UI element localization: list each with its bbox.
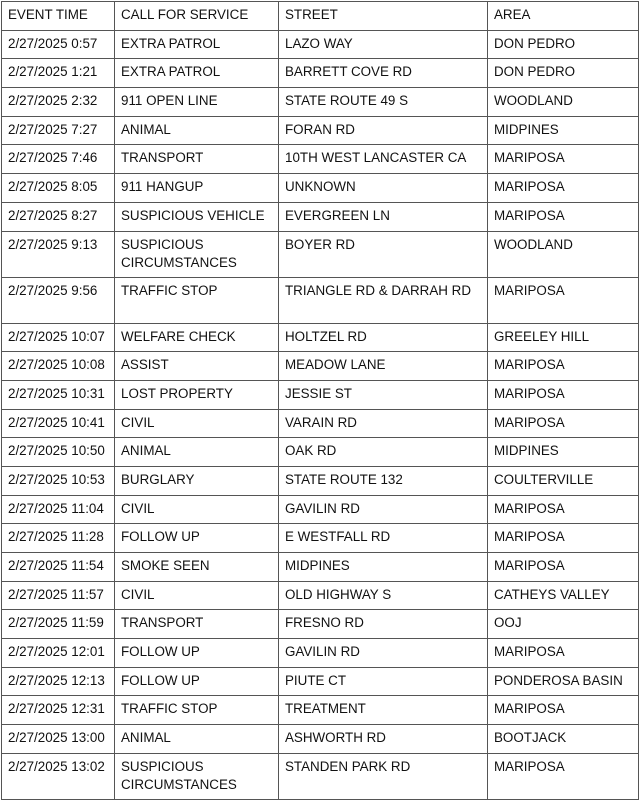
cell-event-time: 2/27/2025 11:04 [2,495,115,524]
cell-call-for-service: CIVIL [115,409,279,438]
cell-area: DON PEDRO [488,30,639,59]
cell-area: BOOTJACK [488,725,639,754]
cell-call-for-service: FOLLOW UP [115,667,279,696]
cell-event-time: 2/27/2025 7:46 [2,145,115,174]
cell-call-for-service: FOLLOW UP [115,524,279,553]
cell-area: MARIPOSA [488,202,639,231]
cell-event-time: 2/27/2025 9:13 [2,231,115,277]
cell-event-time: 2/27/2025 7:27 [2,116,115,145]
cell-area: MARIPOSA [488,352,639,381]
table-row [2,524,639,553]
cell-area: MARIPOSA [488,524,639,553]
cell-street: STATE ROUTE 49 S [279,88,488,117]
cell-area: MARIPOSA [488,753,639,799]
table-row [2,88,639,117]
cell-area: OOJ [488,610,639,639]
table-row [2,116,639,145]
cell-call-for-service: EXTRA PATROL [115,30,279,59]
cell-event-time: 2/27/2025 10:50 [2,438,115,467]
cell-event-time: 2/27/2025 9:56 [2,277,115,323]
cell-event-time: 2/27/2025 2:32 [2,88,115,117]
cell-call-for-service: 911 HANGUP [115,174,279,203]
cell-area: GREELEY HILL [488,323,639,352]
cell-area: CATHEYS VALLEY [488,581,639,610]
cell-street: 10TH WEST LANCASTER CA [279,145,488,174]
cell-area: PONDEROSA BASIN [488,667,639,696]
table-row [2,145,639,174]
table-row [2,352,639,381]
call-log-table [1,1,639,800]
cell-call-for-service: ANIMAL [115,116,279,145]
cell-event-time: 2/27/2025 13:02 [2,753,115,799]
cell-call-for-service: TRANSPORT [115,145,279,174]
cell-event-time: 2/27/2025 12:13 [2,667,115,696]
cell-street: VARAIN RD [279,409,488,438]
cell-event-time: 2/27/2025 8:27 [2,202,115,231]
cell-event-time: 2/27/2025 10:07 [2,323,115,352]
cell-street: OLD HIGHWAY S [279,581,488,610]
cell-call-for-service: TRAFFIC STOP [115,696,279,725]
cell-call-for-service: CIVIL [115,495,279,524]
cell-area: MIDPINES [488,116,639,145]
table-body [2,30,639,799]
cell-event-time: 2/27/2025 11:59 [2,610,115,639]
cell-area: MARIPOSA [488,380,639,409]
cell-street: GAVILIN RD [279,495,488,524]
cell-street: MEADOW LANE [279,352,488,381]
cell-street: STATE ROUTE 132 [279,466,488,495]
cell-event-time: 2/27/2025 10:08 [2,352,115,381]
table-row [2,323,639,352]
cell-event-time: 2/27/2025 11:54 [2,553,115,582]
cell-call-for-service: SUSPICIOUS VEHICLE [115,202,279,231]
cell-area: MARIPOSA [488,639,639,668]
cell-event-time: 2/27/2025 0:57 [2,30,115,59]
cell-street: HOLTZEL RD [279,323,488,352]
cell-area: DON PEDRO [488,59,639,88]
table-row [2,59,639,88]
cell-call-for-service: TRANSPORT [115,610,279,639]
cell-street: STANDEN PARK RD [279,753,488,799]
cell-call-for-service: ANIMAL [115,725,279,754]
cell-area: MARIPOSA [488,409,639,438]
cell-street: FORAN RD [279,116,488,145]
cell-call-for-service: 911 OPEN LINE [115,88,279,117]
cell-event-time: 2/27/2025 11:57 [2,581,115,610]
cell-area: MARIPOSA [488,174,639,203]
table-row [2,553,639,582]
cell-street: GAVILIN RD [279,639,488,668]
table-row [2,753,639,799]
cell-event-time: 2/27/2025 1:21 [2,59,115,88]
cell-call-for-service: WELFARE CHECK [115,323,279,352]
table-row [2,30,639,59]
table-row [2,380,639,409]
cell-area: WOODLAND [488,88,639,117]
cell-call-for-service: SMOKE SEEN [115,553,279,582]
cell-area: MARIPOSA [488,277,639,323]
cell-call-for-service: FOLLOW UP [115,639,279,668]
cell-street: FRESNO RD [279,610,488,639]
table-row [2,696,639,725]
header-event-time: EVENT TIME [2,2,115,31]
cell-event-time: 2/27/2025 12:01 [2,639,115,668]
cell-area: MARIPOSA [488,495,639,524]
cell-call-for-service: CIVIL [115,581,279,610]
cell-street: TREATMENT [279,696,488,725]
cell-event-time: 2/27/2025 8:05 [2,174,115,203]
cell-street: ASHWORTH RD [279,725,488,754]
cell-event-time: 2/27/2025 10:31 [2,380,115,409]
cell-area: MARIPOSA [488,553,639,582]
cell-call-for-service: TRAFFIC STOP [115,277,279,323]
header-street: STREET [279,2,488,31]
cell-event-time: 2/27/2025 13:00 [2,725,115,754]
cell-street: JESSIE ST [279,380,488,409]
cell-area: COULTERVILLE [488,466,639,495]
cell-street: OAK RD [279,438,488,467]
header-row [2,2,639,31]
header-area: AREA [488,2,639,31]
cell-call-for-service: BURGLARY [115,466,279,495]
cell-street: TRIANGLE RD & DARRAH RD [279,277,488,323]
cell-event-time: 2/27/2025 11:28 [2,524,115,553]
cell-area: MARIPOSA [488,696,639,725]
cell-call-for-service: EXTRA PATROL [115,59,279,88]
table-row [2,202,639,231]
cell-street: E WESTFALL RD [279,524,488,553]
cell-street: BARRETT COVE RD [279,59,488,88]
cell-call-for-service: LOST PROPERTY [115,380,279,409]
table-row [2,667,639,696]
cell-street: PIUTE CT [279,667,488,696]
table-row [2,174,639,203]
table-row [2,610,639,639]
cell-area: MARIPOSA [488,145,639,174]
table-row [2,495,639,524]
table-row [2,438,639,467]
cell-call-for-service: SUSPICIOUS CIRCUMSTANCES [115,231,279,277]
header-call-for-service: CALL FOR SERVICE [115,2,279,31]
cell-street: LAZO WAY [279,30,488,59]
table-row [2,409,639,438]
cell-area: WOODLAND [488,231,639,277]
cell-street: EVERGREEN LN [279,202,488,231]
cell-street: BOYER RD [279,231,488,277]
cell-call-for-service: SUSPICIOUS CIRCUMSTANCES [115,753,279,799]
cell-area: MIDPINES [488,438,639,467]
table-row [2,581,639,610]
cell-street: MIDPINES [279,553,488,582]
table-row [2,725,639,754]
cell-street: UNKNOWN [279,174,488,203]
cell-call-for-service: ASSIST [115,352,279,381]
cell-call-for-service: ANIMAL [115,438,279,467]
cell-event-time: 2/27/2025 10:53 [2,466,115,495]
table-row [2,231,639,277]
table-row [2,466,639,495]
cell-event-time: 2/27/2025 12:31 [2,696,115,725]
table-row [2,639,639,668]
cell-event-time: 2/27/2025 10:41 [2,409,115,438]
table-row [2,277,639,323]
